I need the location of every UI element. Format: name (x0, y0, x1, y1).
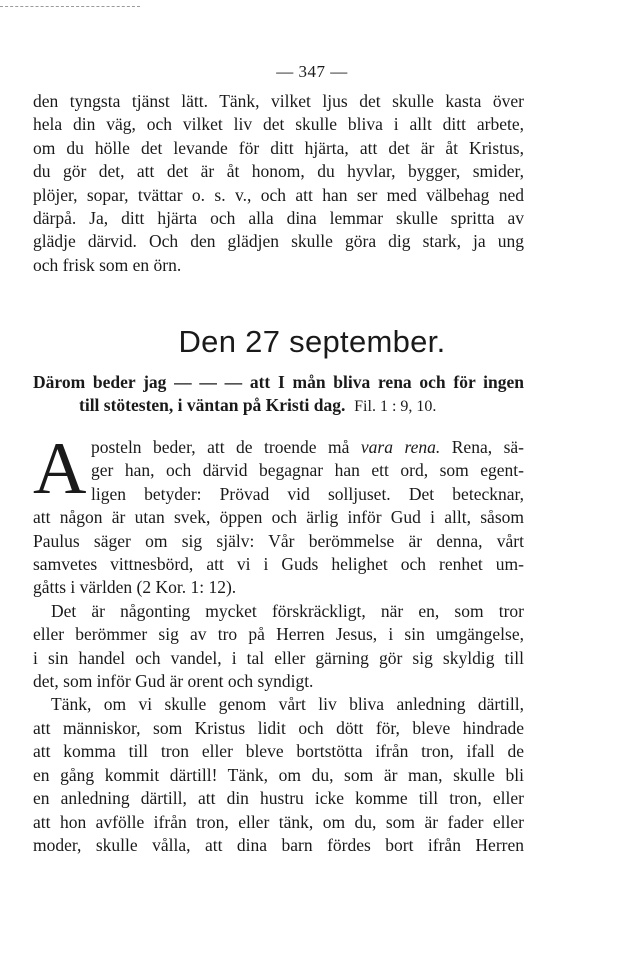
text-line: ger han, och därvid begagnar han ett ord, som egent- (91, 460, 524, 481)
text-line: en anledning därtill, att din hustru icke komme till tron, eller (33, 788, 524, 809)
text-line: det, som inför Gud är orent och syndigt. (33, 671, 314, 692)
text-line: hela din väg, och vilket liv det skulle bliva i allt ditt arbete, (33, 114, 524, 135)
text-line: att någon är utan svek, öppen och ärlig inför Gud i allt, såsom (33, 507, 524, 528)
emphasis: vara rena. (360, 437, 441, 457)
text-span: posteln beder, att de troende må (91, 437, 361, 457)
text-line: den tyngsta tjänst lätt. Tänk, vilket ljus det skulle kasta över (33, 91, 524, 111)
top-rule (0, 6, 140, 7)
text-line: samvetes vittnesbörd, att vi i Guds helighet och renhet um- (33, 554, 524, 575)
text-line: glädje därvid. Och den glädjen skulle göra dig stark, ja ung (33, 231, 524, 252)
text-line: och frisk som en örn. (33, 254, 182, 275)
bible-reference: Fil. 1 : 9, 10. (354, 398, 437, 415)
epigraph-text: till stötesten, i väntan på Kristi dag. (79, 395, 346, 415)
section-heading: Den 27 september. (178, 324, 446, 359)
text-line (33, 436, 524, 459)
epigraph-line-2 (33, 394, 524, 418)
continuation-paragraph (33, 90, 524, 277)
text-line: du gör det, att det är åt honom, du hyvlar, bygger, smider, (33, 161, 524, 182)
text-line: därpå. Ja, ditt hjärta och alla dina lemmar skulle spritta av (33, 208, 524, 229)
text-line: moder, skulle vålla, att dina barn fördes bort ifrån Herren (33, 834, 524, 855)
text-line: Tänk, om vi skulle genom vårt liv bliva anledning därtill, (51, 694, 524, 715)
epigraph-line-1: Därom beder jag — — — att I mån bliva rena och för ingen (33, 372, 524, 392)
text-line: eller berömmer sig av tro på Herren Jesus, i sin umgängelse, (33, 624, 524, 645)
text-line: plöjer, sopar, tvättar o. s. v., och att han ser med välbehag ned (33, 184, 524, 205)
text-line: att komma till tron eller bleve bortstötta ifrån tron, ifall de (33, 741, 524, 762)
drop-cap: A (33, 428, 87, 510)
text-line: Det är någonting mycket förskräckligt, när en, som tror (51, 600, 524, 621)
text-line: att människor, som Kristus lidit och dött för, bleve hindrade (33, 717, 524, 738)
body-text (33, 428, 524, 857)
text-line: i sin handel och vandel, i tal eller gärning gör sig skyldig till (33, 647, 524, 668)
text-span: Rena, sä- (440, 437, 524, 457)
text-line: om du hölle det levande för ditt hjärta, att det är åt Kristus, (33, 137, 524, 158)
text-line: ligen betyder: Prövad vid solljuset. Det betecknar, (91, 483, 524, 504)
text-line: en gång kommit därtill! Tänk, om du, som är man, skulle bli (33, 764, 524, 785)
text-line: Paulus säger om sig själv: Vår berömmelse är denna, vårt (33, 530, 524, 551)
page-number: — 347 — (276, 62, 348, 81)
text-line: gåtts i världen (2 Kor. 1: 12). (33, 577, 237, 598)
epigraph (33, 371, 524, 418)
text-line: att hon avfölle ifrån tron, eller tänk, om du, som är fader eller (33, 811, 524, 832)
